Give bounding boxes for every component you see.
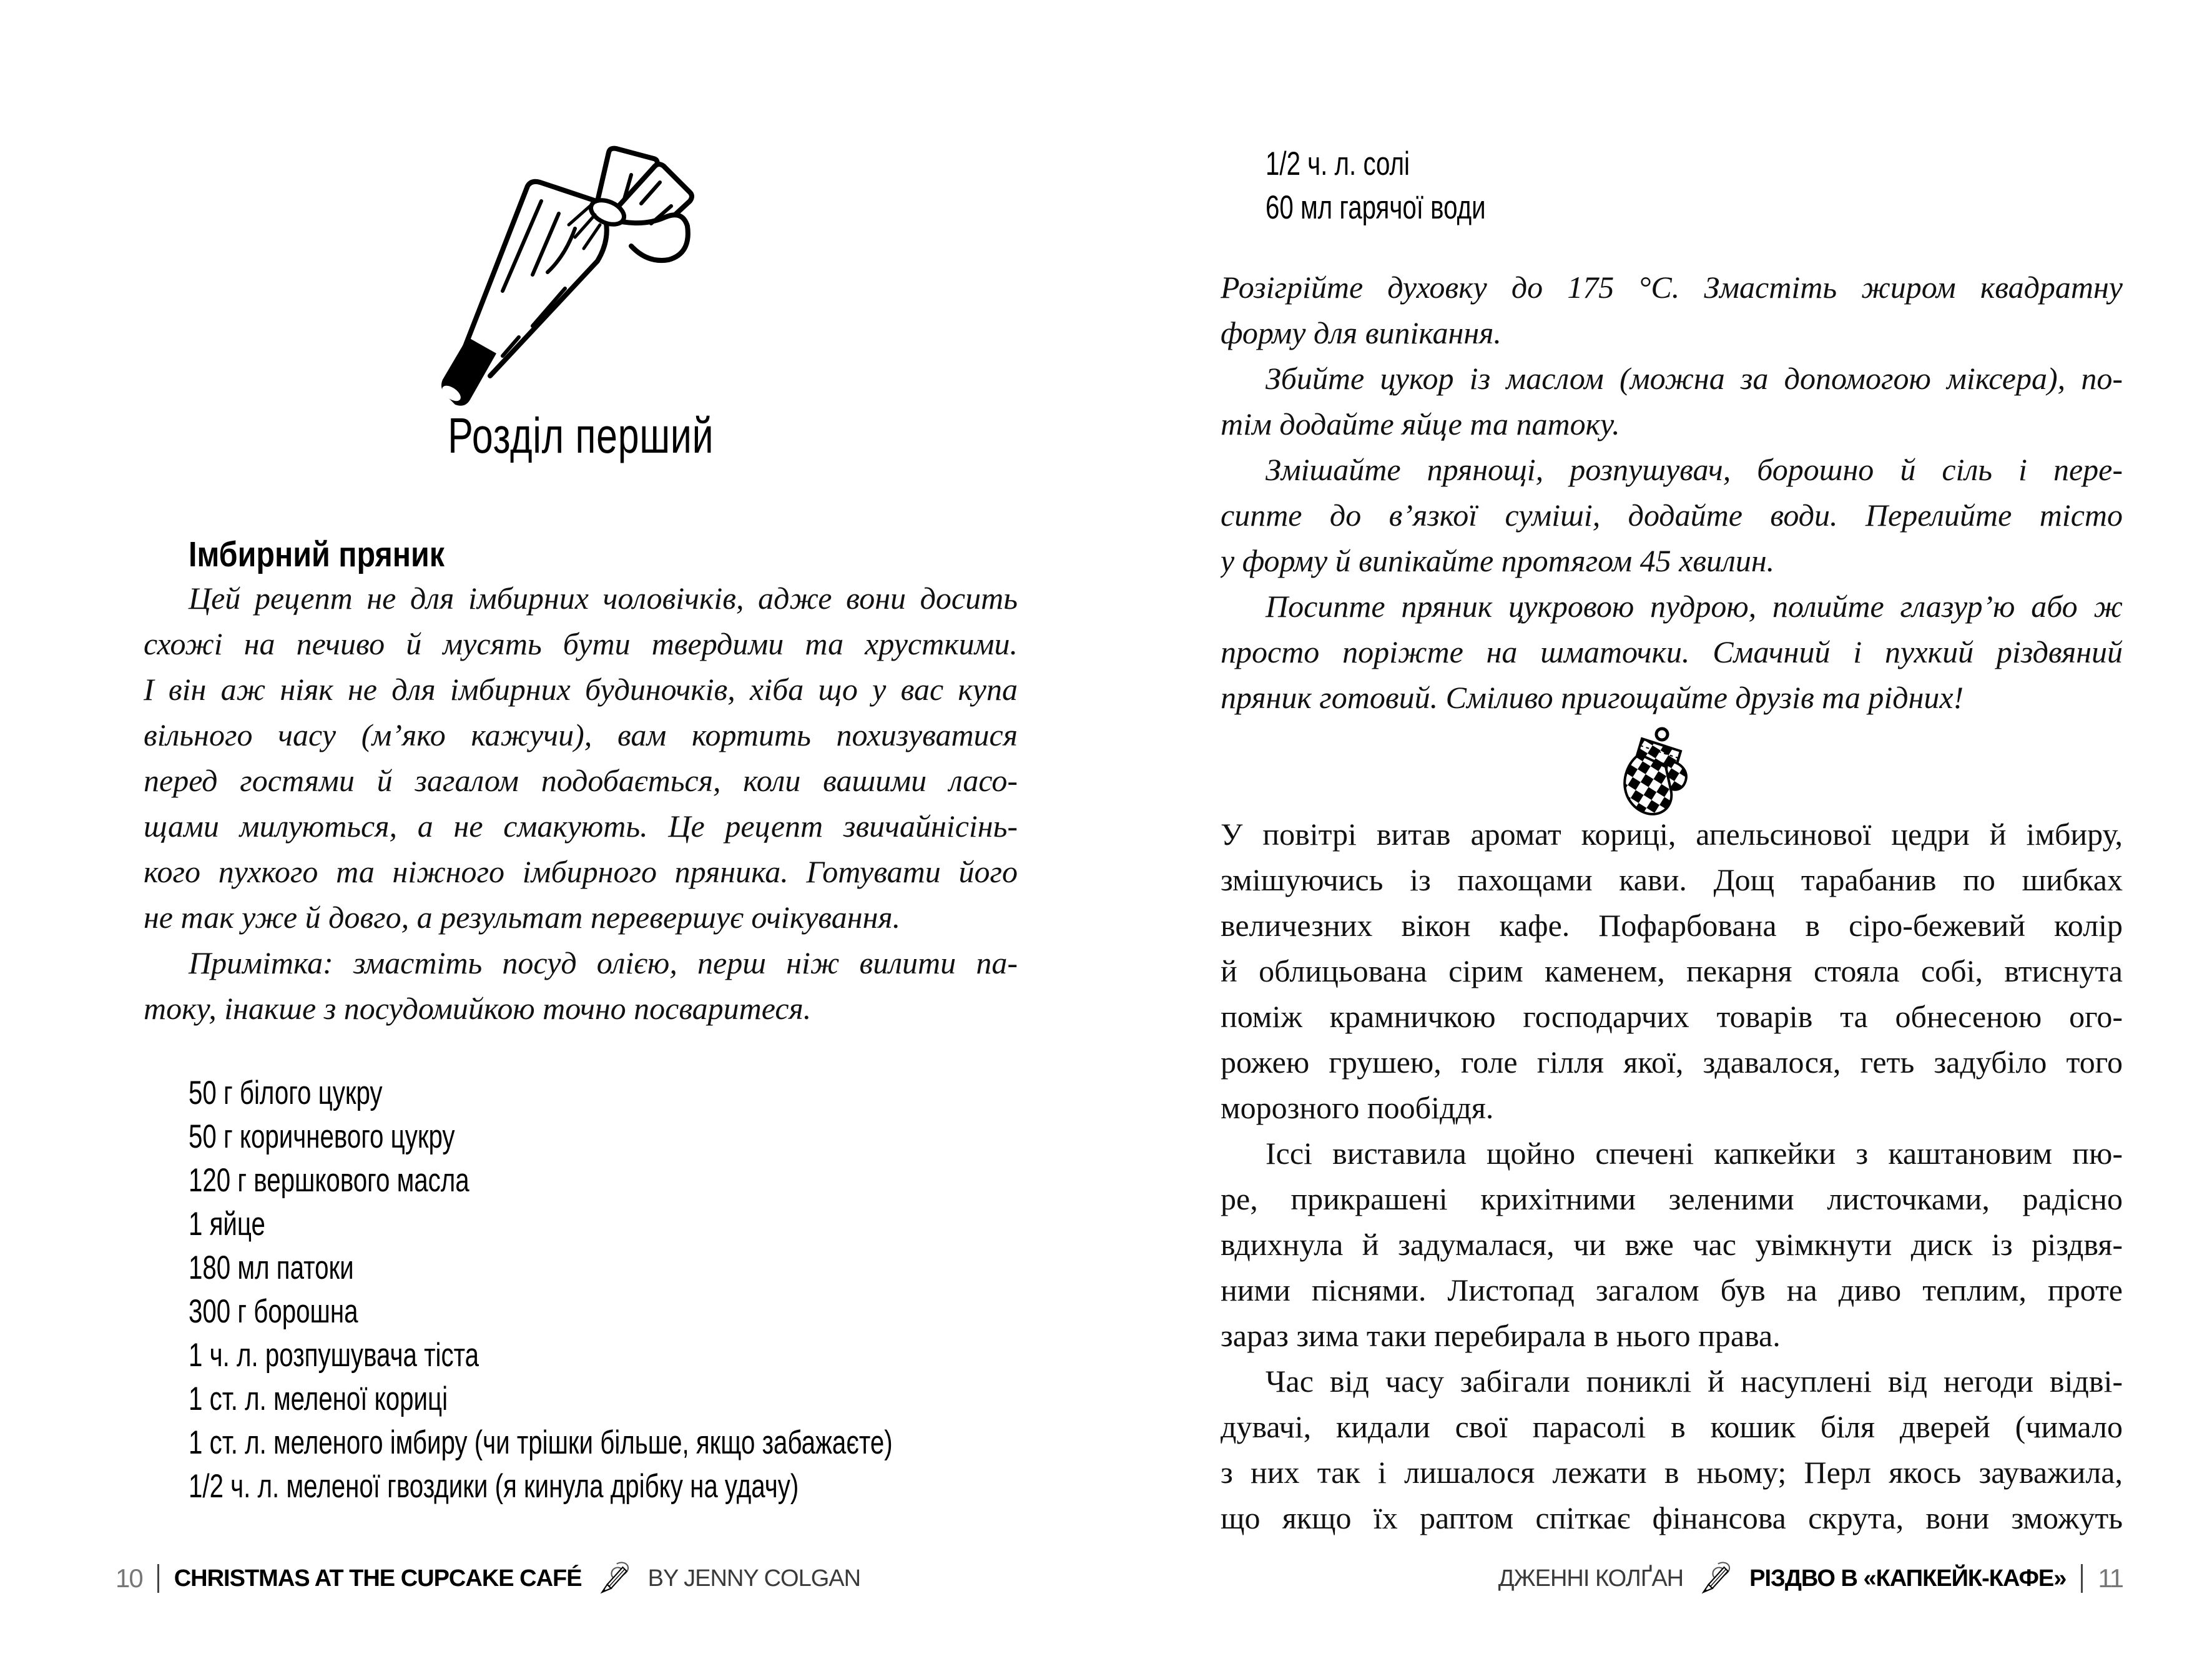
ingredient-line: 180 мл патоки — [189, 1249, 354, 1286]
ingredient-line: 1/2 ч. л. солі — [1266, 145, 1410, 182]
text-line: схожі на печиво й мусять бути твердими та хрусткими. — [144, 626, 1018, 661]
text-line: рожею грушею, голе гілля якої, здавалося, геть задубіло того — [1221, 1045, 2123, 1080]
footer-book-title: РІЗДВО В «КАПКЕЙК-КАФЕ» — [1749, 1565, 2067, 1592]
text-line: зараз зима таки перебирала в нього права. — [1221, 1318, 1781, 1353]
ingredient-line: 1 ст. л. меленої кориці — [189, 1381, 448, 1417]
page-right — [1106, 0, 2212, 1659]
text-line: Збийте цукор із маслом (можна за допомогою міксера), по- — [1266, 361, 2123, 396]
footer-separator — [157, 1564, 159, 1593]
text-line: що якщо їх раптом спіткає фінансова скрута, вони зможуть — [1221, 1500, 2123, 1535]
chapter-title-text: Розділ перший — [447, 408, 714, 463]
text-line: просто поріжте на шматочки. Смачний і пухкий різдвяний — [1221, 634, 2123, 669]
ingredients-list-left — [144, 1071, 1018, 1509]
text-line: ре, прикрашені крихітними зеленими листочками, радісно — [1221, 1181, 2123, 1216]
recipe-intro — [144, 576, 1018, 1031]
text-line: Примітка: змастіть посуд олією, перш ніж вилити па- — [189, 945, 1018, 980]
recipe-heading-text: Імбирний пряник — [189, 534, 445, 574]
text-line: Змішайте прянощі, розпушувач, борошно й сіль і пере- — [1266, 452, 2123, 487]
text-line: тім додайте яйце та патоку. — [1221, 406, 1620, 441]
text-line: не так уже й довго, а результат перевершує очікування. — [144, 900, 901, 935]
ingredients-list-right — [1221, 142, 2123, 230]
ingredient-line: 60 мл гарячої води — [1266, 189, 1486, 226]
text-line: вільного часу (м’яко кажучи), вам кортить похизуватися — [144, 717, 1018, 752]
text-line: Цей рецепт не для імбирних чоловічків, адже вони досить — [189, 581, 1018, 616]
text-line: У повітрі витав аромат кориці, апельсинової цедри й імбиру, — [1221, 817, 2123, 852]
footer-separator — [2081, 1564, 2083, 1593]
page-number: 11 — [2098, 1563, 2123, 1593]
text-line: перед гостями й загалом подобається, коли вашими ласо- — [144, 763, 1018, 798]
text-line: дувачі, кидали свої парасолі в кошик біля дверей (чимало — [1221, 1409, 2123, 1444]
text-line: змішуючись із пахощами кави. Дощ тарабанив по шибках — [1221, 862, 2123, 897]
footer-author: ДЖЕННІ КОЛҐАН — [1498, 1565, 1684, 1592]
pencil-swirl-icon — [1698, 1560, 1734, 1597]
ingredient-line: 1 ст. л. меленого імбиру (чи трішки більше, якщо забажаєте) — [189, 1424, 893, 1461]
page-number: 10 — [116, 1563, 142, 1593]
narrative-text — [1221, 812, 2123, 1541]
ingredient-line: 1 ч. л. розпушувача тіста — [189, 1337, 479, 1374]
text-line: величезних вікон кафе. Пофарбована в сіро-бежевий колір — [1221, 908, 2123, 943]
pencil-swirl-icon — [597, 1560, 633, 1597]
ingredient-line: 1 яйце — [189, 1206, 265, 1243]
oven-mitt-icon — [1621, 726, 1701, 819]
ingredient-line: 120 г вершкового масла — [189, 1162, 469, 1199]
piping-bag-svg — [409, 131, 727, 406]
text-line: Розігрійте духовку до 175 °C. Змастіть жиром квадратну — [1221, 270, 2123, 305]
footer-byline: BY JENNY COLGAN — [647, 1565, 861, 1592]
text-line: Час від часу забігали пониклі й насуплені від негоди відві- — [1266, 1364, 2123, 1399]
footer-book-title: CHRISTMAS AT THE CUPCAKE CAFÉ — [174, 1565, 582, 1592]
text-line: пряник готовий. Сміливо пригощайте друзів та рідних! — [1221, 680, 1964, 715]
ingredient-line: 50 г коричневого цукру — [189, 1118, 455, 1155]
ingredient-line: 300 г борошна — [189, 1293, 358, 1330]
text-line: Посипте пряник цукровою пудрою, полийте глазур’ю або ж — [1266, 589, 2123, 624]
text-line: й облицьована сірим каменем, пекарня стояла собі, втиснута — [1221, 953, 2123, 988]
text-line: форму для випікання. — [1221, 315, 1502, 350]
text-line: вдихнула й задумалася, чи вже час увімкнути диск із різдвя- — [1221, 1227, 2123, 1262]
text-line: кого пухкого та ніжного імбирного пряника. Готувати його — [144, 854, 1018, 889]
chapter-title — [144, 407, 1018, 465]
ingredient-line: 1/2 ч. л. меленої гвоздики (я кинула дрібку на удачу) — [189, 1468, 799, 1505]
text-line: І він аж ніяк не для імбирних будиночків, хіба що у вас купа — [144, 672, 1018, 707]
text-line: у форму й випікайте протягом 45 хвилин. — [1221, 543, 1775, 578]
text-line: Іссі виставила щойно спечені капкейки з каштановим пю- — [1266, 1136, 2123, 1171]
text-line: поміж крамничкою господарчих товарів та обнесеною ого- — [1221, 999, 2123, 1034]
footer-right — [1498, 1558, 2123, 1598]
text-line: щами милуються, а не смакують. Це рецепт звичайнісінь- — [144, 809, 1018, 844]
text-line: току, інакше з посудомийкою точно посваритеся. — [144, 991, 812, 1026]
ingredient-line: 50 г білого цукру — [189, 1075, 383, 1111]
recipe-heading — [144, 532, 1018, 578]
text-line: сипте до в’язкої суміші, додайте води. Перелийте тісто — [1221, 498, 2123, 533]
footer-left — [116, 1558, 860, 1598]
text-line: ними піснями. Листопад загалом був на диво теплим, проте — [1221, 1273, 2123, 1307]
piping-bag-illustration — [409, 131, 727, 406]
text-line: з них так і лишалося лежати в ньому; Перл якось зауважила, — [1221, 1455, 2123, 1490]
recipe-instructions — [1221, 265, 2123, 721]
text-line: морозного пообіддя. — [1221, 1090, 1494, 1125]
